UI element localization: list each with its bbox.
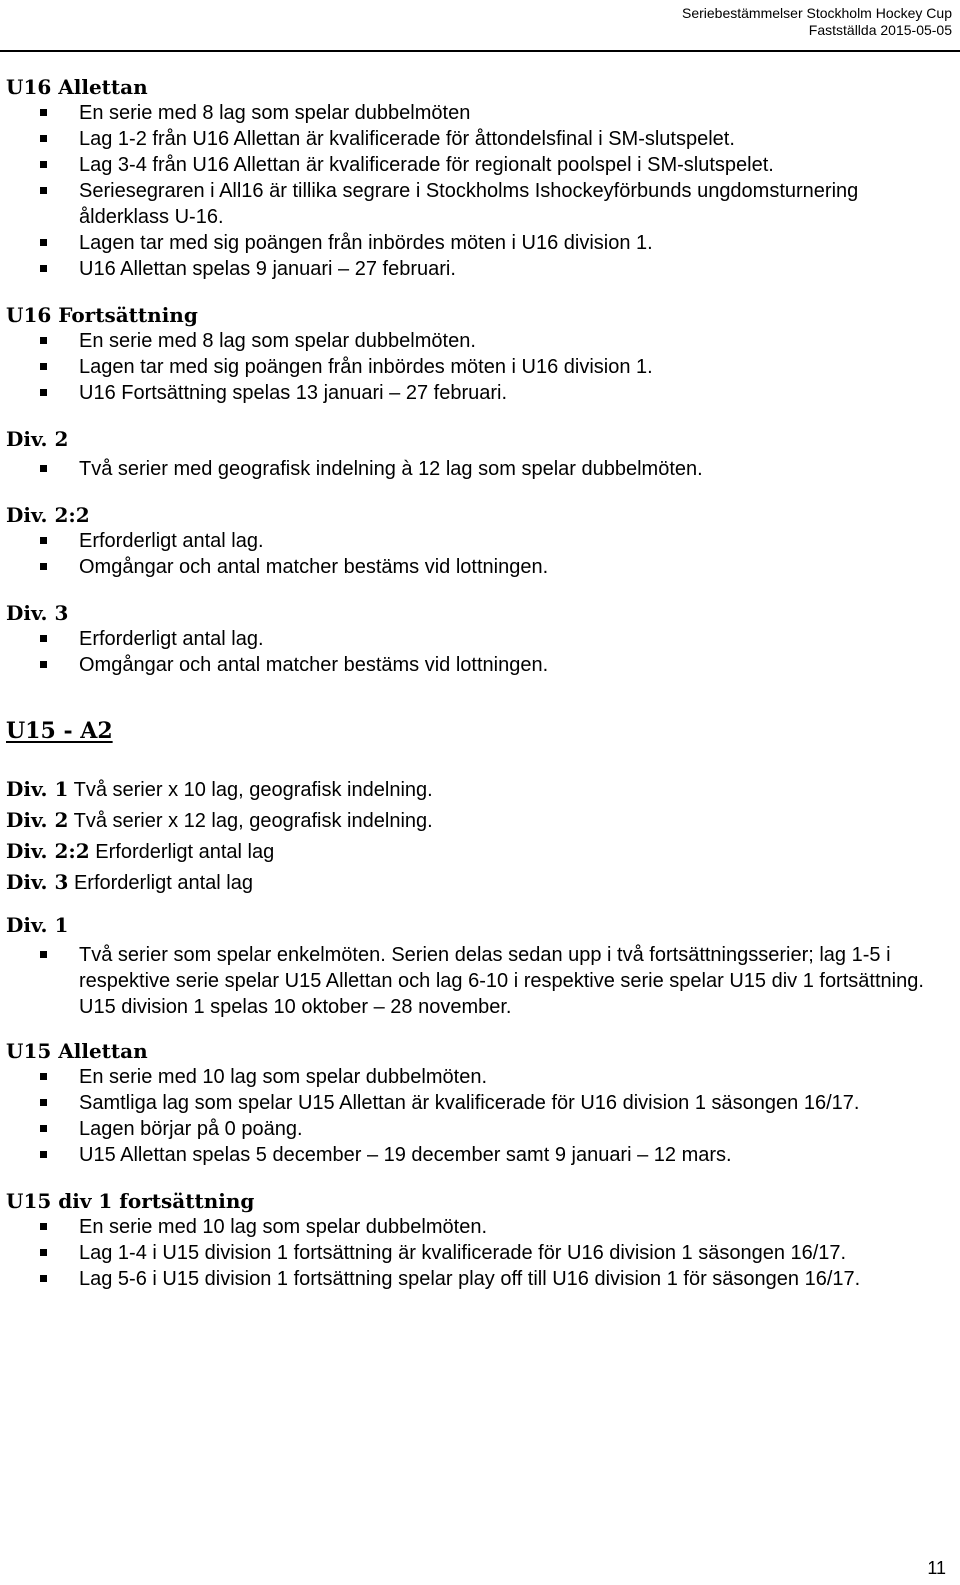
bullet-square-icon bbox=[40, 363, 47, 370]
page-header bbox=[682, 5, 952, 39]
list-item: Två serier med geografisk indelning à 12 lag som spelar dubbelmöten. bbox=[6, 456, 951, 482]
bullet-square-icon bbox=[40, 563, 47, 570]
bullet-square-icon bbox=[40, 337, 47, 344]
bullet-square-icon bbox=[40, 187, 47, 194]
bullet-square-icon bbox=[40, 1275, 47, 1282]
bullet-square-icon bbox=[40, 661, 47, 668]
section-div2 bbox=[6, 426, 951, 482]
bullet-square-icon bbox=[40, 1099, 47, 1106]
document-body bbox=[6, 70, 951, 1292]
list-item: U15 Allettan spelas 5 december – 19 december samt 9 januari – 12 mars. bbox=[6, 1142, 951, 1168]
bullet-square-icon bbox=[40, 537, 47, 544]
bullet-list bbox=[6, 626, 951, 678]
list-item: En serie med 8 lag som spelar dubbelmöten bbox=[6, 100, 951, 126]
list-item: En serie med 8 lag som spelar dubbelmöten. bbox=[6, 328, 951, 354]
list-item: Två serier som spelar enkelmöten. Serien delas sedan upp i två fortsättningsserier; lag 1-5 i respektive serie spelar U15 Allettan och lag 6-10 i respektive serie spelar U15 div 1 fortsättning. U15 division 1 spelas 10 oktober – 28 november. bbox=[6, 942, 951, 1020]
section-u16-fortsattning bbox=[6, 302, 951, 406]
header-date: Fastställda 2015-05-05 bbox=[808, 22, 952, 38]
division-line: Div. 3 Erforderligt antal lag bbox=[6, 870, 253, 894]
list-item: U16 Fortsättning spelas 13 januari – 27 februari. bbox=[6, 380, 951, 406]
list-item: En serie med 10 lag som spelar dubbelmöten. bbox=[6, 1214, 951, 1240]
header-title: Seriebestämmelser Stockholm Hockey Cup bbox=[682, 5, 952, 21]
list-item: Lagen börjar på 0 poäng. bbox=[6, 1116, 951, 1142]
header-divider bbox=[0, 50, 960, 52]
page-number: 11 bbox=[927, 1558, 946, 1578]
bullet-square-icon bbox=[40, 135, 47, 142]
section-heading: Div. 1 bbox=[6, 913, 69, 937]
section-heading: Div. 2:2 bbox=[6, 503, 90, 527]
division-summary bbox=[6, 774, 951, 898]
bullet-square-icon bbox=[40, 1073, 47, 1080]
bullet-list bbox=[6, 942, 951, 1020]
section-heading: U15 Allettan bbox=[6, 1039, 148, 1063]
bullet-list bbox=[6, 1214, 951, 1292]
list-item: Samtliga lag som spelar U15 Allettan är kvalificerade för U16 division 1 säsongen 16/17. bbox=[6, 1090, 951, 1116]
bullet-list bbox=[6, 1064, 951, 1168]
section-u15-div1-fortsattning bbox=[6, 1188, 951, 1292]
bullet-square-icon bbox=[40, 635, 47, 642]
list-item: Lag 1-2 från U16 Allettan är kvalificerade för åttondelsfinal i SM-slutspelet. bbox=[6, 126, 951, 152]
list-item: Lag 3-4 från U16 Allettan är kvalificerade för regionalt poolspel i SM-slutspelet. bbox=[6, 152, 951, 178]
section-heading: U16 Allettan bbox=[6, 75, 148, 99]
list-item: Erforderligt antal lag. bbox=[6, 528, 951, 554]
list-item: Omgångar och antal matcher bestäms vid lottningen. bbox=[6, 554, 951, 580]
section-u15-a2 bbox=[6, 718, 951, 898]
section-u15-div1 bbox=[6, 912, 951, 1020]
bullet-square-icon bbox=[40, 389, 47, 396]
bullet-square-icon bbox=[40, 1151, 47, 1158]
list-item: U16 Allettan spelas 9 januari – 27 februari. bbox=[6, 256, 951, 282]
bullet-list bbox=[6, 456, 951, 482]
division-line: Div. 1 Två serier x 10 lag, geografisk indelning. bbox=[6, 777, 433, 801]
list-item: Omgångar och antal matcher bestäms vid lottningen. bbox=[6, 652, 951, 678]
division-line: Div. 2 Två serier x 12 lag, geografisk indelning. bbox=[6, 808, 433, 832]
list-item: Lagen tar med sig poängen från inbördes möten i U16 division 1. bbox=[6, 230, 951, 256]
bullet-list bbox=[6, 328, 951, 406]
bullet-list bbox=[6, 100, 951, 282]
bullet-square-icon bbox=[40, 951, 47, 958]
division-line: Div. 2:2 Erforderligt antal lag bbox=[6, 839, 275, 863]
bullet-square-icon bbox=[40, 1125, 47, 1132]
section-heading: U15 div 1 fortsättning bbox=[6, 1189, 255, 1213]
section-heading: U15 - A2 bbox=[6, 718, 113, 744]
list-item: Lagen tar med sig poängen från inbördes möten i U16 division 1. bbox=[6, 354, 951, 380]
bullet-square-icon bbox=[40, 265, 47, 272]
bullet-list bbox=[6, 528, 951, 580]
section-u15-allettan bbox=[6, 1038, 951, 1168]
list-item: Lag 5-6 i U15 division 1 fortsättning spelar play off till U16 division 1 för säsongen 16/17. bbox=[6, 1266, 951, 1292]
section-u16-allettan bbox=[6, 74, 951, 282]
bullet-square-icon bbox=[40, 465, 47, 472]
section-heading: U16 Fortsättning bbox=[6, 303, 198, 327]
section-heading: Div. 3 bbox=[6, 601, 69, 625]
section-div3 bbox=[6, 600, 951, 678]
bullet-square-icon bbox=[40, 239, 47, 246]
bullet-square-icon bbox=[40, 109, 47, 116]
bullet-square-icon bbox=[40, 1223, 47, 1230]
section-heading: Div. 2 bbox=[6, 427, 69, 451]
bullet-square-icon bbox=[40, 161, 47, 168]
bullet-square-icon bbox=[40, 1249, 47, 1256]
section-div2-2 bbox=[6, 502, 951, 580]
list-item: En serie med 10 lag som spelar dubbelmöten. bbox=[6, 1064, 951, 1090]
list-item: Erforderligt antal lag. bbox=[6, 626, 951, 652]
list-item: Seriesegraren i All16 är tillika segrare i Stockholms Ishockeyförbunds ungdomsturnering ålderklass U-16. bbox=[6, 178, 951, 230]
list-item: Lag 1-4 i U15 division 1 fortsättning är kvalificerade för U16 division 1 säsongen 16/17. bbox=[6, 1240, 951, 1266]
